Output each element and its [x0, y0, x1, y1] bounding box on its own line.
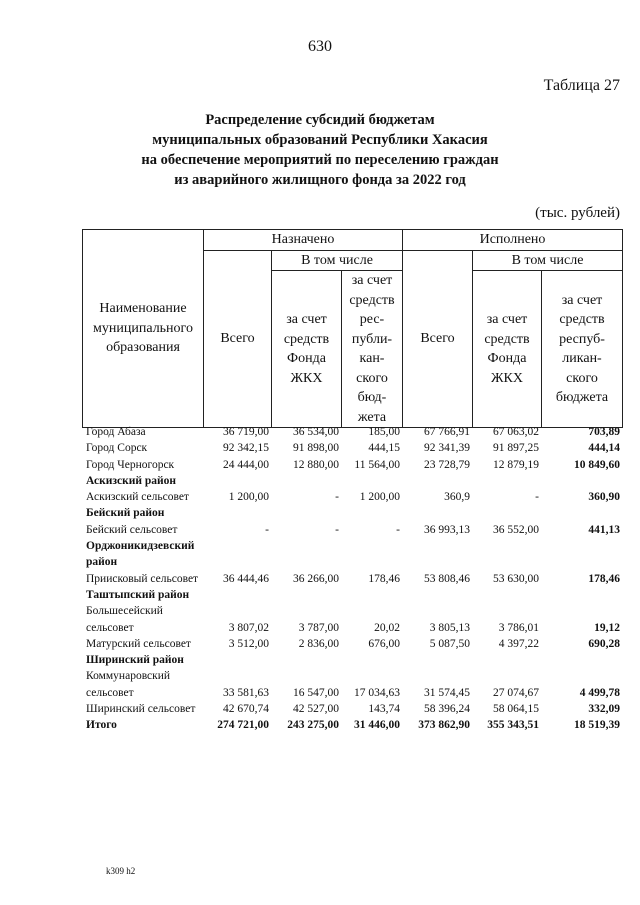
district-row [82, 538, 622, 571]
cell-a-total: 24 444,00 [223, 458, 269, 471]
cell-e-total: 360,9 [444, 491, 470, 504]
title-line: из аварийного жилищного фонда за 2022 год [174, 172, 466, 188]
cell-e-fund: 67 063,02 [493, 426, 539, 438]
cell-e-rep: 360,90 [588, 491, 620, 504]
cell-a-fund: 42 527,00 [293, 703, 339, 716]
cell-a-total: 92 342,15 [223, 442, 269, 455]
cell-e-fund: 27 074,67 [493, 686, 539, 699]
table-label: Таблица 27 [543, 77, 620, 94]
header-assigned-total: Всего [204, 250, 272, 428]
cell-a-fund: 36 266,00 [293, 572, 339, 585]
table-row [82, 636, 622, 652]
table-row [82, 668, 622, 701]
cell-a-total: 36 444,46 [223, 572, 269, 585]
cell-e-total: 92 341,39 [424, 442, 470, 455]
title-line: Распределение субсидий бюджетам [205, 112, 435, 128]
document-title [0, 110, 640, 190]
cell-a-rep: 178,46 [368, 572, 400, 585]
row-name: Орджоникидзевский район [86, 540, 195, 569]
total-row [82, 717, 622, 733]
cell-a-total: 1 200,00 [228, 491, 269, 504]
cell-e-rep: 18 519,39 [574, 719, 620, 732]
row-name: Аскизский сельсовет [86, 491, 189, 504]
row-name: Бейский район [86, 507, 165, 520]
cell-e-total: 36 993,13 [424, 523, 470, 536]
cell-e-fund: 3 786,01 [498, 621, 539, 634]
cell-a-rep: 11 564,00 [354, 458, 400, 471]
cell-e-total: 23 728,79 [424, 458, 470, 471]
cell-e-fund: 355 343,51 [487, 719, 539, 732]
cell-e-rep: 441,13 [588, 523, 620, 536]
title-line: на обеспечение мероприятий по переселению граждан [141, 152, 499, 168]
cell-e-rep: 178,46 [588, 572, 620, 585]
table-row [82, 457, 622, 473]
district-row [82, 652, 622, 668]
row-name: Город Сорск [86, 442, 148, 455]
row-name: Ширинский сельсовет [86, 703, 196, 716]
cell-e-rep: 4 499,78 [579, 686, 620, 699]
cell-e-rep: 10 849,60 [574, 458, 620, 471]
row-name: Итого [86, 719, 117, 732]
cell-e-total: 5 087,50 [429, 637, 470, 650]
cell-e-fund: 4 397,22 [498, 637, 539, 650]
page-number: 630 [308, 38, 332, 55]
cell-e-rep: 444,14 [588, 442, 620, 455]
cell-e-rep: 703,89 [588, 426, 620, 438]
header-name-col: Наименование муниципального образования [83, 230, 204, 428]
cell-a-total: 33 581,63 [223, 686, 269, 699]
table-row [82, 522, 622, 538]
cell-a-fund: 91 898,00 [293, 442, 339, 455]
cell-a-fund: 12 880,00 [293, 458, 339, 471]
row-name: Бейский сельсовет [86, 523, 178, 536]
header-executed-total: Всего [403, 250, 473, 428]
cell-e-total: 53 808,46 [424, 572, 470, 585]
row-name: Город Абаза [86, 426, 146, 438]
cell-a-total: 36 719,00 [223, 426, 269, 438]
row-name: Аскизский район [86, 474, 177, 487]
cell-a-rep: 1 200,00 [359, 491, 400, 504]
cell-e-rep: 332,09 [588, 703, 620, 716]
row-name: Приисковый сельсовет [86, 572, 199, 585]
cell-e-fund: 91 897,25 [493, 442, 539, 455]
row-name: Город Черногорск [86, 458, 175, 471]
header-assigned-including: В том числе [272, 250, 403, 271]
cell-e-fund: 36 552,00 [493, 523, 539, 536]
table-row [82, 571, 622, 587]
footer-code: k309 h2 [106, 866, 136, 876]
district-row [82, 473, 622, 489]
cell-e-fund: 53 630,00 [493, 572, 539, 585]
cell-a-rep: 444,15 [368, 442, 400, 455]
cell-a-total: 274 721,00 [217, 719, 269, 732]
title-line: муниципальных образований Республики Хакасия [152, 132, 488, 148]
cell-a-fund: 2 836,00 [298, 637, 339, 650]
header-executed-including: В том числе [473, 250, 623, 271]
cell-a-total: - [265, 523, 269, 536]
units-label: (тыс. рублей) [535, 205, 620, 221]
cell-e-fund: 58 064,15 [493, 703, 539, 716]
table-row [82, 701, 622, 717]
table-row [82, 424, 622, 440]
district-row [82, 587, 622, 603]
cell-a-rep: 31 446,00 [354, 719, 400, 732]
row-name: Таштыпский район [86, 588, 190, 601]
cell-a-fund: 16 547,00 [293, 686, 339, 699]
cell-e-fund: 12 879,19 [493, 458, 539, 471]
header-executed-rep: за счет средств респуб- ликан- ского бюджета [542, 271, 623, 428]
data-table [82, 424, 622, 734]
cell-e-total: 3 805,13 [429, 621, 470, 634]
cell-e-total: 373 862,90 [418, 719, 470, 732]
cell-e-total: 67 766,91 [424, 426, 470, 438]
table-row [82, 489, 622, 505]
cell-a-fund: 36 534,00 [293, 426, 339, 438]
header-executed-fund: за счет средств Фонда ЖКХ [473, 271, 542, 428]
cell-e-rep: 690,28 [588, 637, 620, 650]
district-row [82, 505, 622, 521]
cell-e-rep: 19,12 [594, 621, 620, 634]
cell-a-rep: 143,74 [368, 703, 400, 716]
header-assigned-rep: за счет средств рес- публи- кан- ского бюд- жета [342, 271, 403, 428]
row-name: Коммунаровский сельсовет [86, 670, 171, 699]
cell-a-fund: - [335, 491, 339, 504]
table-header [82, 229, 623, 428]
cell-a-rep: - [396, 523, 400, 536]
cell-a-fund: - [335, 523, 339, 536]
table-row [82, 603, 622, 636]
row-name: Большесейский сельсовет [86, 605, 163, 634]
cell-e-total: 58 396,24 [424, 703, 470, 716]
cell-a-fund: 3 787,00 [298, 621, 339, 634]
header-assigned-fund: за счет средств Фонда ЖКХ [272, 271, 342, 428]
cell-e-total: 31 574,45 [424, 686, 470, 699]
header-assigned: Назначено [204, 230, 403, 251]
cell-a-rep: 185,00 [368, 426, 400, 438]
cell-a-fund: 243 275,00 [287, 719, 339, 732]
table-row [82, 440, 622, 456]
row-name: Матурский сельсовет [86, 637, 191, 650]
cell-a-rep: 676,00 [368, 637, 400, 650]
cell-a-rep: 17 034,63 [354, 686, 400, 699]
cell-a-total: 3 512,00 [228, 637, 269, 650]
cell-e-fund: - [535, 491, 539, 504]
cell-a-total: 3 807,02 [228, 621, 269, 634]
cell-a-rep: 20,02 [374, 621, 400, 634]
row-name: Ширинский район [86, 654, 184, 667]
cell-a-total: 42 670,74 [223, 703, 269, 716]
header-executed: Исполнено [403, 230, 623, 251]
